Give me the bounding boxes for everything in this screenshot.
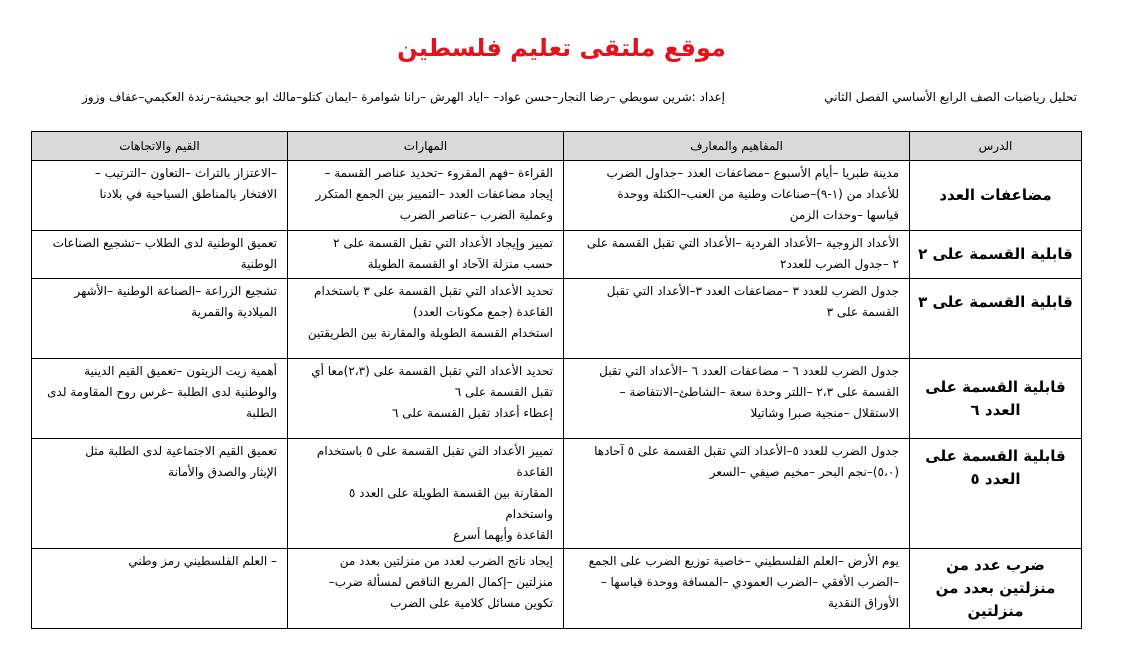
skills-cell: تحديد الأعداد التي تقبل القسمة على (٢،٣)معا أي تقبل القسمة على ٦ إعطاء أعداد تقبل القسمة على ٦ (288, 359, 564, 439)
concepts-cell: الأعداد الزوجية –الأعداد الفردية –الأعداد التي تقبل القسمة على ٢ –جدول الضرب للعدد٢ (564, 231, 910, 279)
values-cell: تشجيع الزراعة –الصناعة الوطنية –الأشهر الميلادية والقمرية (32, 279, 288, 359)
header-lesson: الدرس (910, 132, 1082, 161)
skills-cell: تمييز الأعداد التي تقبل القسمة على ٥ باستخدام القاعدة المقارنة بين القسمة الطويلة على العدد ٥ واستخدام القاعدة وأيهما أسرع (288, 439, 564, 549)
page-title: موقع ملتقى تعليم فلسطين (397, 34, 726, 62)
header-skills: المهارات (288, 132, 564, 161)
concepts-cell: جدول الضرب للعدد ٦ – مضاعفات العدد ٦ –الأعداد التي تقبل القسمة على ٢،٣ –اللتر وحدة سعة –الشاطئ–الانتفاضة – الاستقلال –منجية صبرا وشاتيلا (564, 359, 910, 439)
values-cell: تعميق القيم الاجتماعية لدى الطلبة مثل الإيثار والصدق والأمانة (32, 439, 288, 549)
lesson-cell: ضرب عدد من منزلتين بعدد من منزلتين (910, 549, 1082, 629)
concepts-cell: جدول الضرب للعدد ٥–الأعداد التي تقبل القسمة على ٥ آحادها (٥،٠)–نجم البحر –مخيم صيفي –السعر (564, 439, 910, 549)
lesson-cell: قابلية القسمة على العدد ٦ (910, 359, 1082, 439)
lesson-cell: مضاعفات العدد (910, 161, 1082, 231)
table-row (32, 359, 1082, 439)
table-header-row (32, 132, 1082, 161)
skills-cell: تحديد الأعداد التي تقبل القسمة على ٣ باستخدام القاعدة (جمع مكونات العدد) استخدام القسمة الطويلة والمقارنة بين الطريقتين (288, 279, 564, 359)
table-row (32, 439, 1082, 549)
table-row (32, 549, 1082, 629)
lesson-cell: قابلية القسمة على العدد ٥ (910, 439, 1082, 549)
table-row (32, 161, 1082, 231)
skills-cell: القراءة –فهم المقروء –تحديد عناصر القسمة – إيجاد مضاعفات العدد –التمييز بين الجمع المتكرر وعملية الضرب –عناصر الضرب (288, 161, 564, 231)
concepts-cell: يوم الأرض –العلم الفلسطيني –خاصية توزيع الضرب على الجمع –الضرب الأفقي –الضرب العمودي –المسافة ووحدة قياسها – الأوراق النقدية (564, 549, 910, 629)
values-cell: تعميق الوطنية لدى الطلاب –تشجيع الصناعات الوطنية (32, 231, 288, 279)
analysis-table (31, 131, 1082, 629)
values-cell: أهمية زيت الزيتون –تعميق القيم الدينية والوطنية لدى الطلبة –غرس روح المقاومة لدى الطلبة (32, 359, 288, 439)
analysis-subtitle: تحليل رياضيات الصف الرابع الأساسي الفصل الثاني (824, 90, 1077, 104)
header-concepts: المفاهيم والمعارف (564, 132, 910, 161)
concepts-cell: مدينة طبريا –أيام الأسبوع –مضاعفات العدد –جداول الضرب للأعداد من (١-٩)–صناعات وطنية من العنب–الكتلة ووحدة قياسها –وحدات الزمن (564, 161, 910, 231)
values-cell: – العلم الفلسطيني رمز وطني (32, 549, 288, 629)
lesson-cell: قابلية القسمة على ٣ (910, 279, 1082, 359)
table-row (32, 279, 1082, 359)
skills-cell: إيجاد ناتج الضرب لعدد من منزلتين بعدد من منزلتين –إكمال المربع الناقص لمسألة ضرب– تكوين مسائل كلامية على الضرب (288, 549, 564, 629)
header-values: القيم والاتجاهات (32, 132, 288, 161)
table-row (32, 231, 1082, 279)
skills-cell: تمييز وإيجاد الأعداد التي تقبل القسمة على ٢ حسب منزلة الآحاد او القسمة الطويلة (288, 231, 564, 279)
lesson-cell: قابلية القسمة على ٢ (910, 231, 1082, 279)
concepts-cell: جدول الضرب للعدد ٣ –مضاعفات العدد ٣–الأعداد التي تقبل القسمة على ٣ (564, 279, 910, 359)
prepared-by: إعداد :شرين سويطي –رضا النجار–حسن عواد– –اياد الهرش –رانا شوامرة –ايمان كتلو–مالك ابو جحيشة–رندة العكيمي–عفاف وزوز (81, 90, 725, 104)
values-cell: –الاعتزاز بالتراث –التعاون –الترتيب – الافتخار بالمناطق السياحية في بلادنا (32, 161, 288, 231)
